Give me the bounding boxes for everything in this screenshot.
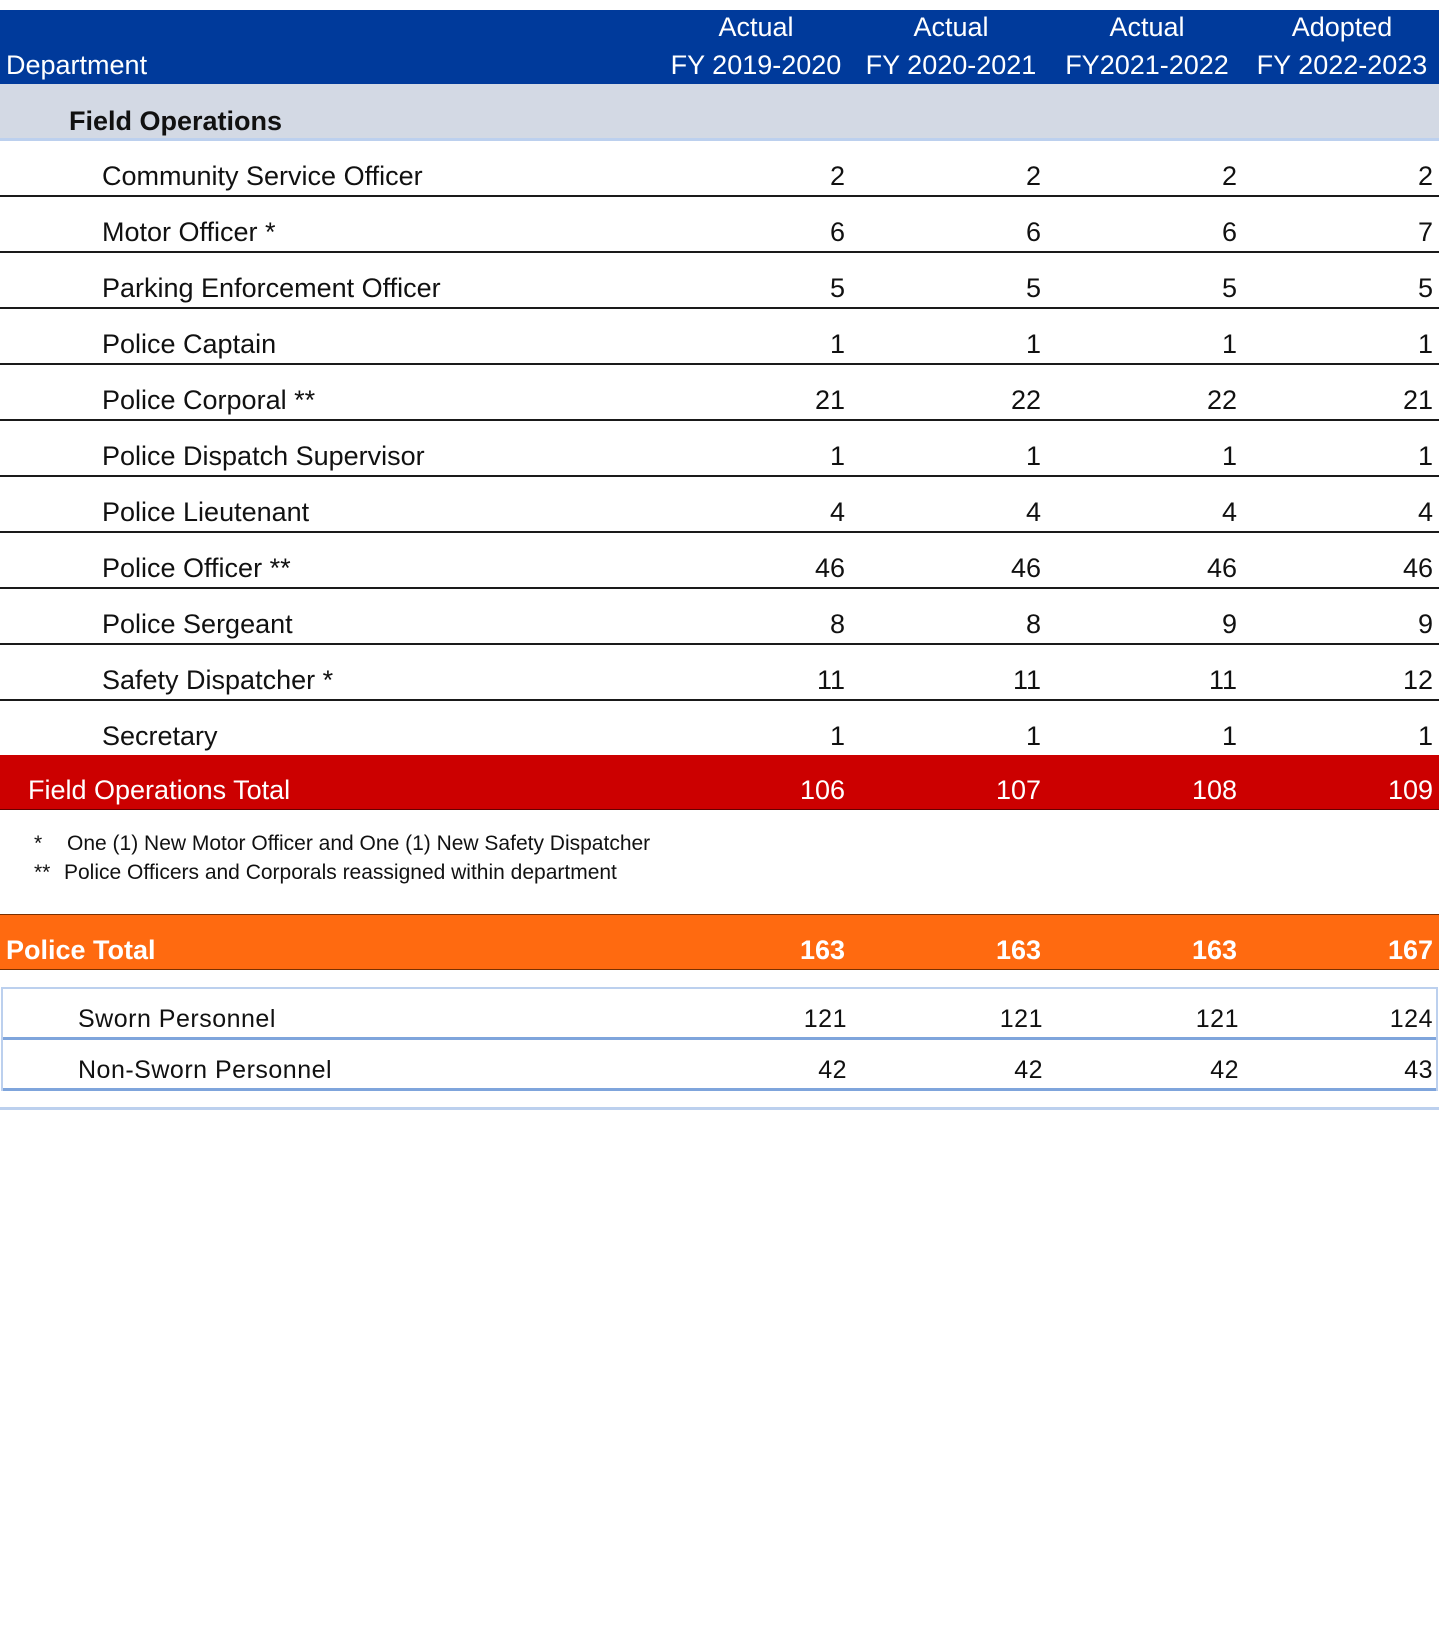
position-count: 5 xyxy=(1417,273,1433,303)
position-title: Police Lieutenant xyxy=(102,497,310,527)
position-count: 1 xyxy=(1417,329,1433,359)
total-value: 163 xyxy=(995,935,1041,965)
total-value: 106 xyxy=(799,775,845,805)
summary-value: 42 xyxy=(1014,1056,1043,1084)
summary-value: 42 xyxy=(818,1056,847,1084)
position-title: Police Sergeant xyxy=(102,609,293,639)
summary-value: 43 xyxy=(1404,1056,1433,1084)
position-count: 5 xyxy=(829,273,845,303)
position-count: 2 xyxy=(1025,161,1041,191)
summary-label: Non-Sworn Personnel xyxy=(78,1056,333,1084)
position-title: Motor Officer * xyxy=(102,217,276,247)
position-rows xyxy=(0,141,1439,755)
position-title: Police Dispatch Supervisor xyxy=(102,441,425,471)
position-count: 1 xyxy=(829,329,845,359)
position-count: 1 xyxy=(1221,441,1237,471)
summary-value: 121 xyxy=(999,1005,1043,1033)
field-operations-total-row xyxy=(0,755,1439,810)
position-count: 9 xyxy=(1221,609,1237,639)
footnote-text: Police Officers and Corporals reassigned within department xyxy=(64,861,617,884)
position-count: 1 xyxy=(1417,441,1433,471)
total-value: 167 xyxy=(1387,935,1433,965)
position-count: 1 xyxy=(1221,329,1237,359)
total-value: 109 xyxy=(1387,775,1433,805)
summary-value: 121 xyxy=(1195,1005,1239,1033)
column-header-type: Actual xyxy=(913,12,989,42)
column-header-year: FY2021-2022 xyxy=(1065,50,1229,80)
summary-row-non-sworn xyxy=(3,1040,1436,1091)
total-value: 163 xyxy=(1191,935,1237,965)
table-header xyxy=(0,10,1439,84)
total-label: Police Total xyxy=(6,935,156,965)
position-count: 22 xyxy=(1206,385,1237,415)
position-title: Police Captain xyxy=(102,329,277,359)
total-label: Field Operations Total xyxy=(28,775,291,805)
table-row xyxy=(0,421,1439,477)
column-header-year: FY 2019-2020 xyxy=(670,50,842,80)
position-title: Police Officer ** xyxy=(102,553,291,583)
position-count: 21 xyxy=(814,385,845,415)
position-count: 12 xyxy=(1402,665,1433,695)
position-count: 22 xyxy=(1010,385,1041,415)
footnotes xyxy=(0,810,1439,914)
position-count: 46 xyxy=(814,553,845,583)
position-count: 46 xyxy=(1206,553,1237,583)
staffing-table-page xyxy=(0,10,1439,1091)
position-count: 8 xyxy=(1025,609,1041,639)
total-value: 108 xyxy=(1191,775,1237,805)
position-count: 1 xyxy=(1417,721,1433,751)
column-header-type: Actual xyxy=(718,12,794,42)
summary-value: 121 xyxy=(803,1005,847,1033)
position-count: 21 xyxy=(1402,385,1433,415)
table-row xyxy=(0,365,1439,421)
bottom-divider xyxy=(0,1107,1439,1110)
position-count: 2 xyxy=(1417,161,1433,191)
position-count: 11 xyxy=(1012,665,1041,695)
position-count: 1 xyxy=(829,721,845,751)
position-count: 1 xyxy=(1025,329,1041,359)
column-header-year: FY 2020-2021 xyxy=(865,50,1037,80)
personnel-summary xyxy=(1,987,1438,1091)
footnote-marker: ** xyxy=(34,861,51,884)
position-count: 2 xyxy=(829,161,845,191)
position-count: 6 xyxy=(1221,217,1237,247)
table-row xyxy=(0,645,1439,701)
table-row xyxy=(0,197,1439,253)
position-title: Community Service Officer xyxy=(102,161,423,191)
position-title: Secretary xyxy=(102,721,218,751)
department-column-header: Department xyxy=(6,50,148,80)
footnote-marker: * xyxy=(34,832,43,855)
position-count: 4 xyxy=(1221,497,1237,527)
table-row xyxy=(0,477,1439,533)
position-count: 46 xyxy=(1010,553,1041,583)
position-count: 11 xyxy=(816,665,845,695)
position-count: 4 xyxy=(829,497,845,527)
column-header-type: Adopted xyxy=(1291,12,1393,42)
section-title: Field Operations xyxy=(69,106,283,136)
table-row xyxy=(0,253,1439,309)
position-title: Parking Enforcement Officer xyxy=(102,273,441,303)
summary-row-sworn xyxy=(3,989,1436,1040)
position-count: 4 xyxy=(1417,497,1433,527)
table-row xyxy=(0,141,1439,197)
position-count: 1 xyxy=(1025,441,1041,471)
position-count: 2 xyxy=(1221,161,1237,191)
table-row xyxy=(0,701,1439,755)
section-header-field-operations xyxy=(0,84,1439,141)
position-count: 8 xyxy=(829,609,845,639)
summary-value: 124 xyxy=(1389,1005,1433,1033)
position-count: 1 xyxy=(1025,721,1041,751)
position-count: 6 xyxy=(829,217,845,247)
column-header-year: FY 2022-2023 xyxy=(1256,50,1428,80)
total-value: 163 xyxy=(799,935,845,965)
position-title: Safety Dispatcher * xyxy=(102,665,334,695)
column-header-type: Actual xyxy=(1109,12,1185,42)
police-total-row xyxy=(0,914,1439,970)
position-count: 5 xyxy=(1025,273,1041,303)
position-count: 1 xyxy=(829,441,845,471)
summary-label: Sworn Personnel xyxy=(78,1005,276,1033)
position-count: 46 xyxy=(1402,553,1433,583)
table-row xyxy=(0,309,1439,365)
position-count: 6 xyxy=(1025,217,1041,247)
position-count: 5 xyxy=(1221,273,1237,303)
position-count: 4 xyxy=(1025,497,1041,527)
table-row xyxy=(0,533,1439,589)
position-count: 11 xyxy=(1208,665,1237,695)
position-title: Police Corporal ** xyxy=(102,385,316,415)
position-count: 1 xyxy=(1221,721,1237,751)
footnote-text: One (1) New Motor Officer and One (1) New Safety Dispatcher xyxy=(67,832,651,855)
summary-value: 42 xyxy=(1210,1056,1239,1084)
position-count: 9 xyxy=(1417,609,1433,639)
total-value: 107 xyxy=(995,775,1041,805)
position-count: 7 xyxy=(1417,217,1433,247)
table-row xyxy=(0,589,1439,645)
